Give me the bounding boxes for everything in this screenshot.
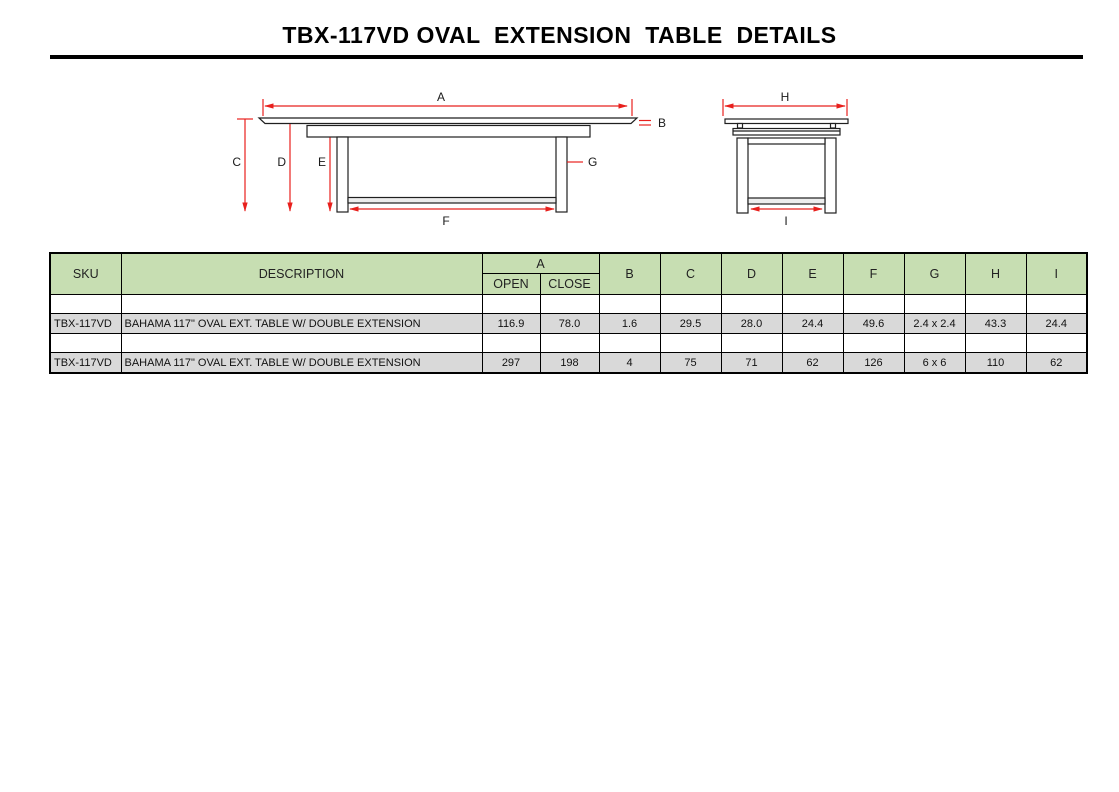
cell-close [540, 295, 599, 314]
cell-g [904, 334, 965, 353]
end-slide [733, 129, 840, 136]
side-view-labels [232, 90, 666, 228]
end-stretcher [748, 198, 825, 204]
cell-description: BAHAMA 117" OVAL EXT. TABLE W/ DOUBLE EXTENSION [121, 353, 482, 374]
cell-g: 6 x 6 [904, 353, 965, 374]
cell-i: 62 [1026, 353, 1087, 374]
dim-label-a: A [436, 90, 446, 104]
cell-i [1026, 334, 1087, 353]
cell-f [843, 334, 904, 353]
cell-sku: TBX-117VD [50, 314, 121, 334]
cell-f [843, 295, 904, 314]
cell-e: 62 [782, 353, 843, 374]
dim-label-g: G [588, 155, 598, 169]
dim-label-c: C [232, 155, 241, 169]
cell-description [121, 295, 482, 314]
cell-sku [50, 334, 121, 353]
col-header-c: C [660, 253, 721, 295]
cell-f: 126 [843, 353, 904, 374]
cell-e [782, 334, 843, 353]
cell-d: 71 [721, 353, 782, 374]
end-leg-right [825, 138, 836, 213]
end-view-labels [781, 90, 790, 228]
col-header-e: E [782, 253, 843, 295]
spec-table [49, 252, 1088, 374]
dim-label-b: B [658, 116, 667, 130]
end-apron [748, 138, 825, 144]
col-header-close: CLOSE [540, 274, 599, 295]
table-row-inches [50, 314, 1087, 334]
cell-c [660, 295, 721, 314]
cell-h [965, 334, 1026, 353]
end-clip-right [831, 124, 836, 129]
side-stretcher [348, 198, 556, 204]
side-leg-left [337, 137, 348, 212]
table-row-spacer [50, 334, 1087, 353]
cell-open [482, 334, 540, 353]
cell-description [121, 334, 482, 353]
dim-label-e: E [317, 155, 326, 169]
col-header-a: A [482, 253, 599, 274]
col-header-b: B [599, 253, 660, 295]
dim-label-f: F [442, 214, 450, 228]
side-leg-right [556, 137, 567, 212]
col-header-f: F [843, 253, 904, 295]
cell-b [599, 334, 660, 353]
cell-g: 2.4 x 2.4 [904, 314, 965, 334]
page-title: TBX-117VD OVAL EXTENSION TABLE DETAILS [282, 22, 837, 48]
col-header-open: OPEN [482, 274, 540, 295]
side-tabletop [259, 118, 637, 124]
dim-label-h: H [780, 90, 790, 104]
technical-drawings [0, 80, 1119, 240]
col-header-h: H [965, 253, 1026, 295]
cell-b: 4 [599, 353, 660, 374]
cell-description: BAHAMA 117" OVAL EXT. TABLE W/ DOUBLE EXTENSION [121, 314, 482, 334]
cell-sku: TBX-117VD [50, 353, 121, 374]
table-row-cm [50, 353, 1087, 374]
dim-label-d: D [277, 155, 286, 169]
table-row-spacer [50, 295, 1087, 314]
cell-b [599, 295, 660, 314]
side-view-drawing [259, 118, 637, 212]
col-header-i: I [1026, 253, 1087, 295]
cell-e [782, 295, 843, 314]
cell-h [965, 295, 1026, 314]
side-apron [307, 126, 590, 138]
cell-d [721, 334, 782, 353]
end-tabletop [725, 119, 848, 124]
cell-g [904, 295, 965, 314]
cell-close: 78.0 [540, 314, 599, 334]
cell-i: 24.4 [1026, 314, 1087, 334]
cell-open [482, 295, 540, 314]
cell-close [540, 334, 599, 353]
end-leg-left [737, 138, 748, 213]
dim-label-i: I [784, 214, 788, 228]
cell-open: 116.9 [482, 314, 540, 334]
cell-d: 28.0 [721, 314, 782, 334]
end-view-drawing [725, 119, 848, 213]
cell-open: 297 [482, 353, 540, 374]
col-header-description: DESCRIPTION [121, 253, 482, 295]
cell-c: 75 [660, 353, 721, 374]
col-header-sku: SKU [50, 253, 121, 295]
end-clip-left [738, 124, 743, 129]
cell-d [721, 295, 782, 314]
cell-h: 110 [965, 353, 1026, 374]
cell-b: 1.6 [599, 314, 660, 334]
title-underline [50, 55, 1083, 59]
cell-sku [50, 295, 121, 314]
cell-close: 198 [540, 353, 599, 374]
cell-i [1026, 295, 1087, 314]
cell-e: 24.4 [782, 314, 843, 334]
cell-c [660, 334, 721, 353]
cell-c: 29.5 [660, 314, 721, 334]
cell-h: 43.3 [965, 314, 1026, 334]
col-header-d: D [721, 253, 782, 295]
cell-f: 49.6 [843, 314, 904, 334]
col-header-g: G [904, 253, 965, 295]
